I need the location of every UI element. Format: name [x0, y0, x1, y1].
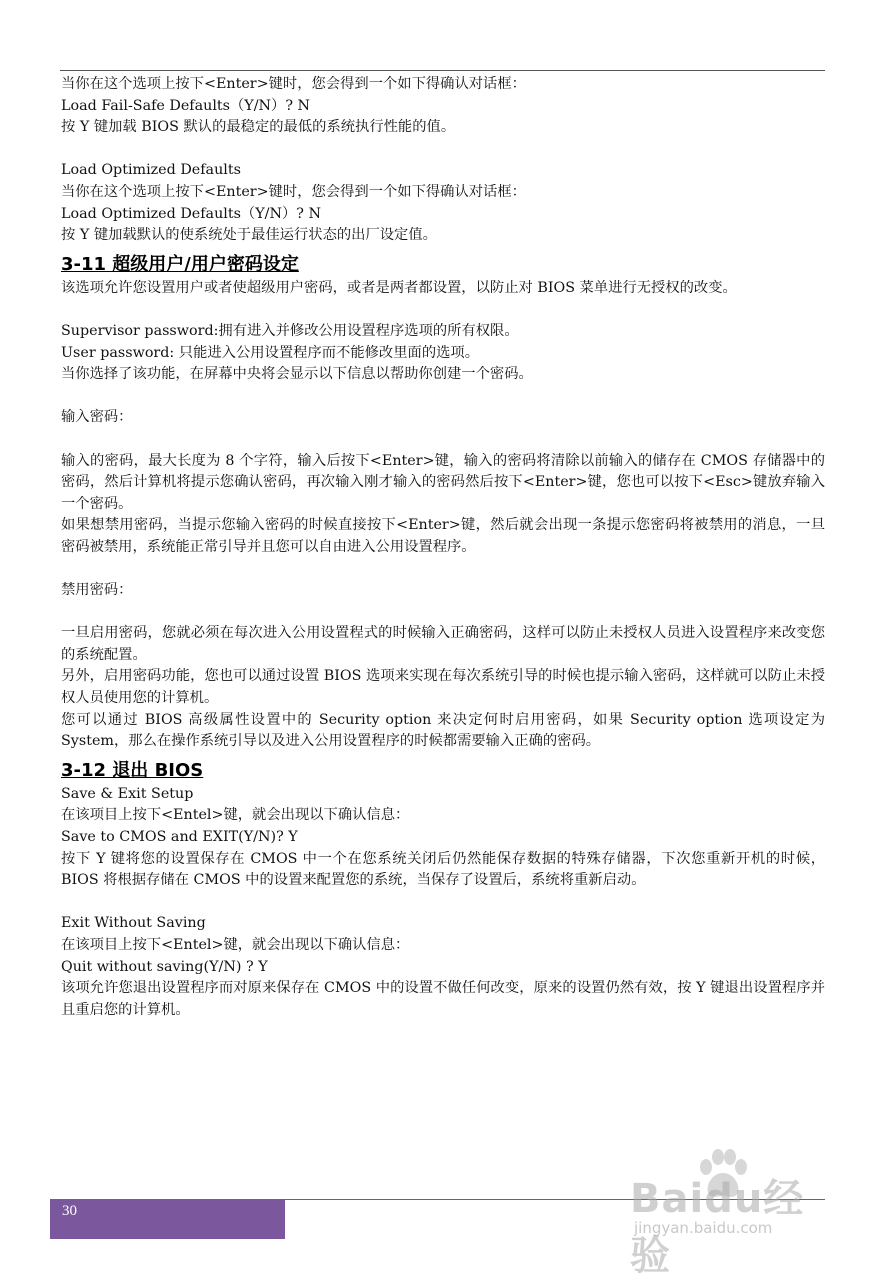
header-rule	[60, 70, 825, 71]
paragraph: 按下 Y 键将您的设置保存在 CMOS 中一个在您系统关闭后仍然能保存数据的特殊存储器，下次您重新开机的时候，BIOS 将根据存储在 CMOS 中的设置来配置您的系统，当保存了设置后，系统将重新启动。	[61, 850, 825, 889]
text-line: Load Fail-Safe Defaults（Y/N）? N	[61, 97, 311, 114]
text-line: Load Optimized Defaults（Y/N）? N	[61, 205, 322, 222]
text-line: 当你在这个选项上按下<Enter>键时，您会得到一个如下得确认对话框：	[61, 76, 526, 92]
label-disable-password: 禁用密码：	[61, 582, 133, 599]
text-line: Exit Without Saving	[61, 915, 206, 932]
text-line: Quit without saving(Y/N) ? Y	[61, 958, 268, 975]
text-line: 按 Y 键加载默认的使系统处于最佳运行状态的出厂设定值。	[61, 227, 437, 244]
label-enter-password: 输入密码：	[61, 409, 133, 426]
paragraph: 您可以通过 BIOS 高级属性设置中的 Security option 来决定何时启用密码，如果 Security option 选项设定为 System，那么在操作系统引导以及进入公用设置程序的时候都需要输入正确的密码。	[61, 711, 825, 750]
text-line: Save & Exit Setup	[61, 785, 194, 802]
text-line: Supervisor password:拥有进入并修改公用设置程序选项的所有权限。	[61, 322, 519, 339]
section-heading: 3-12 退出 BIOS	[61, 759, 204, 781]
page-number: 30	[62, 1203, 77, 1219]
baidu-watermark	[624, 1145, 839, 1279]
text-line: Save to CMOS and EXIT(Y/N)? Y	[61, 829, 298, 845]
text-line: 当你选择了该功能，在屏幕中央将会显示以下信息以帮助你创建一个密码。	[61, 366, 533, 383]
paragraph: 该选项允许您设置用户或者使超级用户密码，或者是两者都设置，以防止对 BIOS 菜单进行无授权的改变。	[61, 279, 737, 296]
paragraph: 该项允许您退出设置程序而对原来保存在 CMOS 中的设置不做任何改变，原来的设置仍然有效，按 Y 键退出设置程序并且重启您的计算机。	[61, 980, 825, 1018]
paragraph: 另外，启用密码功能，您也可以通过设置 BIOS 选项来实现在每次系统引导的时候也提示输入密码，这样就可以防止未授权人员使用您的计算机。	[61, 668, 825, 707]
text-line: 按 Y 键加载 BIOS 默认的最稳定的最低的系统执行性能的值。	[61, 119, 456, 136]
page-number-box	[50, 1199, 285, 1239]
paragraph: 如果想禁用密码，当提示您输入密码的时候直接按下<Enter>键，然后就会出现一条提示您密码将被禁用的消息，一旦密码被禁用，系统能正常引导并且您可以自由进入公用设置程序。	[61, 517, 825, 555]
paragraph: 输入的密码，最大长度为 8 个字符，输入后按下<Enter>键，输入的密码将清除以前输入的储存在 CMOS 存储器中的密码，然后计算机将提示您确认密码，再次输入刚才输入的密码然后按下<Enter>键，您也可以按下<Esc>键放弃输入一个密码。	[61, 452, 825, 512]
section-heading: 3-11 超级用户/用户密码设定	[61, 253, 299, 275]
text-line: User password: 只能进入公用设置程序而不能修改里面的选项。	[61, 344, 479, 361]
text-line: 当你在这个选项上按下<Enter>键时，您会得到一个如下得确认对话框：	[61, 183, 526, 200]
text-line: 在该项目上按下<Entel>键，就会出现以下确认信息：	[61, 936, 410, 953]
watermark-url: jingyan.baidu.com	[634, 1219, 773, 1237]
watermark-logo-text: Baidu经验	[630, 1176, 805, 1279]
paragraph: 一旦启用密码，您就必须在每次进入公用设置程式的时候输入正确密码，这样可以防止未授权人员进入设置程序来改变您的系统配置。	[61, 625, 825, 663]
document-body	[61, 74, 825, 1021]
text-line: 在该项目上按下<Entel>键，就会出现以下确认信息：	[61, 807, 410, 824]
text-line: Load Optimized Defaults	[61, 162, 241, 179]
